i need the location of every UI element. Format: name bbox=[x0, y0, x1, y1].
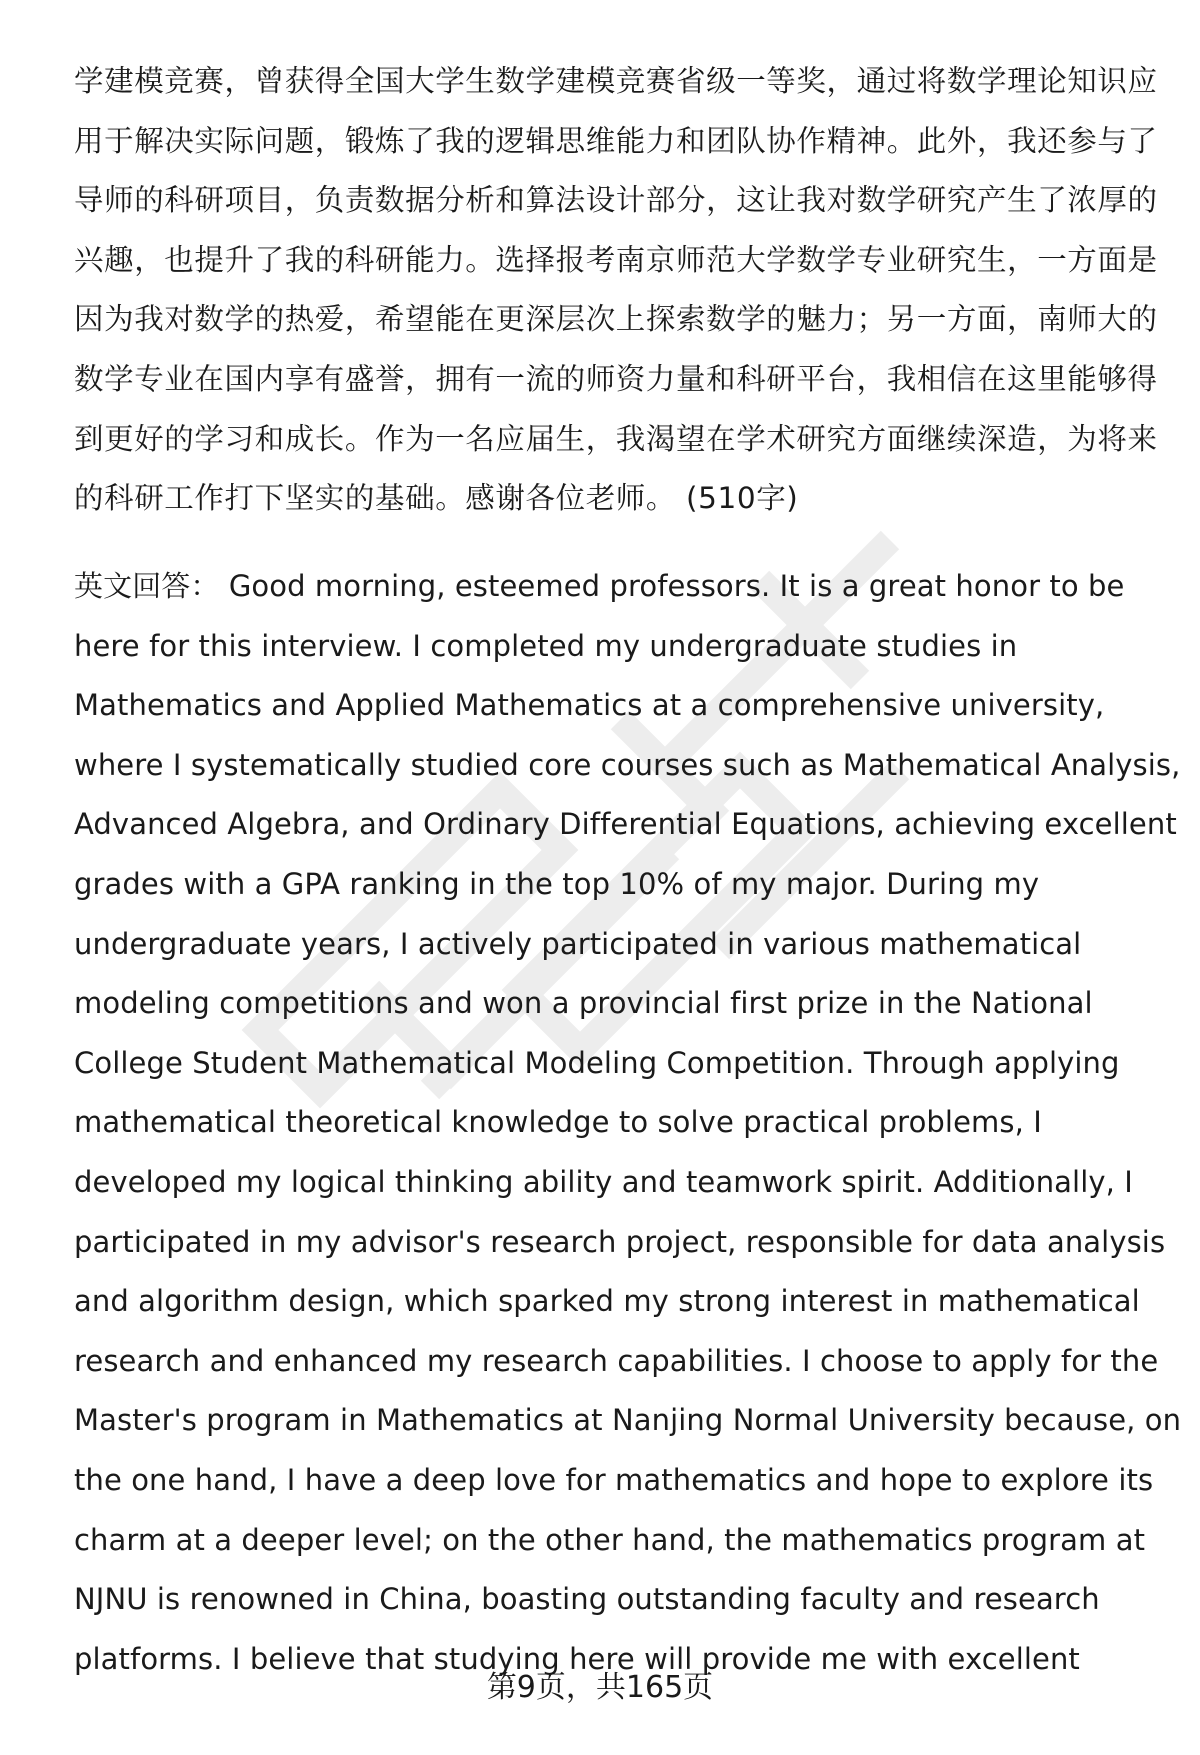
english-answer-text bbox=[74, 557, 1182, 1689]
text-line: 兴趣，也提升了我的科研能力。选择报考南京师范大学数学专业研究生，一方面是 bbox=[74, 242, 1158, 277]
text-line: developed my logical thinking ability and teamwork spirit. Additionally, I bbox=[74, 1164, 1133, 1199]
text-line: 的科研工作打下坚实的基础。感谢各位老师。 (510字) bbox=[74, 481, 799, 516]
page-indicator: 第9页，共165页 bbox=[486, 1670, 714, 1705]
text-line: 用于解决实际问题，锻炼了我的逻辑思维能力和团队协作精神。此外，我还参与了 bbox=[74, 123, 1158, 158]
text-line: here for this interview. I completed my undergraduate studies in bbox=[74, 628, 1018, 663]
text-line: 因为我对数学的热爱，希望能在更深层次上探索数学的魅力；另一方面，南师大的 bbox=[74, 302, 1158, 337]
text-line: Mathematics and Applied Mathematics at a comprehensive university, bbox=[74, 688, 1105, 723]
text-line: grades with a GPA ranking in the top 10% of my major. During my bbox=[74, 866, 1040, 901]
text-line: 到更好的学习和成长。作为一名应届生，我渴望在学术研究方面继续深造，为将来 bbox=[74, 421, 1158, 456]
text-line: the one hand, I have a deep love for mathematics and hope to explore its bbox=[74, 1462, 1154, 1497]
text-line: undergraduate years, I actively participated in various mathematical bbox=[74, 926, 1082, 961]
text-line: 英文回答： Good morning, esteemed professors. It is a great honor to be bbox=[74, 569, 1125, 603]
text-line: College Student Mathematical Modeling Competition. Through applying bbox=[74, 1045, 1120, 1080]
text-line: NJNU is renowned in China, boasting outstanding faculty and research bbox=[74, 1582, 1100, 1617]
text-line: mathematical theoretical knowledge to solve practical problems, I bbox=[74, 1105, 1042, 1140]
text-line: 数学专业在国内享有盛誉，拥有一流的师资力量和科研平台，我相信在这里能够得 bbox=[74, 361, 1158, 396]
text-line: Master's program in Mathematics at Nanjing Normal University because, on bbox=[74, 1403, 1182, 1438]
text-line: modeling competitions and won a provincial first prize in the National bbox=[74, 986, 1093, 1021]
text-line: where I systematically studied core courses such as Mathematical Analysis, bbox=[74, 747, 1181, 782]
chinese-answer-text bbox=[74, 52, 1164, 529]
text-line: Advanced Algebra, and Ordinary Differential Equations, achieving excellent bbox=[74, 807, 1177, 842]
text-line: participated in my advisor's research project, responsible for data analysis bbox=[74, 1224, 1166, 1259]
text-line: charm at a deeper level; on the other hand, the mathematics program at bbox=[74, 1522, 1146, 1557]
text-line: research and enhanced my research capabilities. I choose to apply for the bbox=[74, 1343, 1159, 1378]
text-line: and algorithm design, which sparked my strong interest in mathematical bbox=[74, 1284, 1140, 1319]
text-line: 学建模竞赛，曾获得全国大学生数学建模竞赛省级一等奖，通过将数学理论知识应 bbox=[74, 64, 1158, 98]
text-line: platforms. I believe that studying here will provide me with excellent bbox=[74, 1641, 1080, 1676]
text-line: 导师的科研项目，负责数据分析和算法设计部分，这让我对数学研究产生了浓厚的 bbox=[74, 183, 1158, 218]
